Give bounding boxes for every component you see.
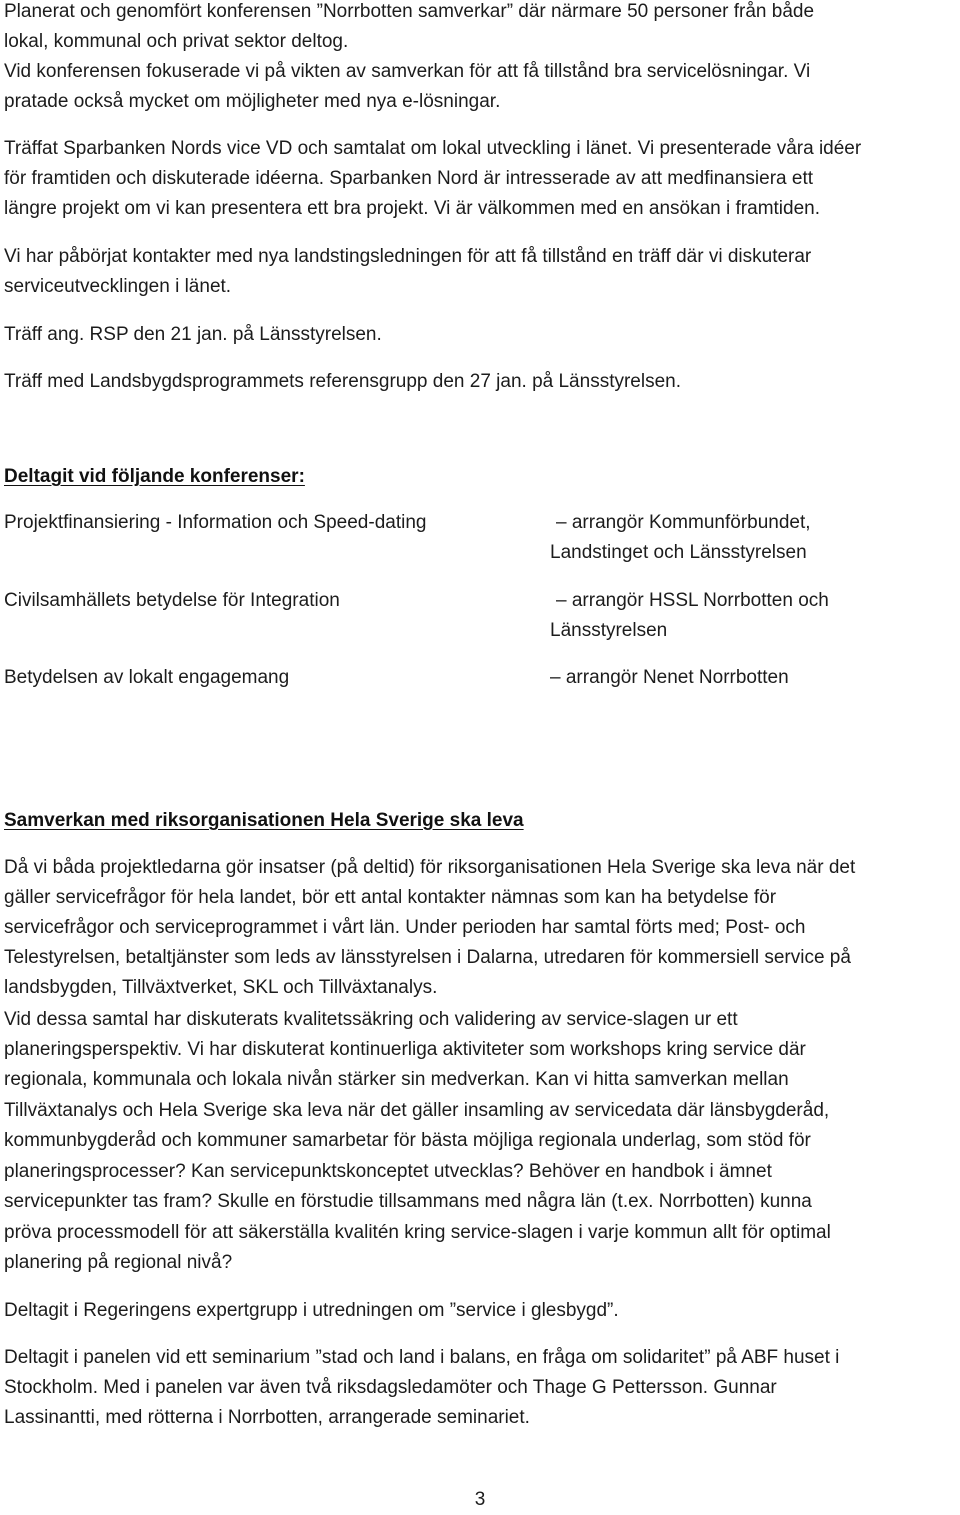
expertgrupp-line: Deltagit i Regeringens expertgrupp i utredningen om ”service i glesbygd”. <box>4 1300 619 1321</box>
landsting-line-2: serviceutvecklingen i länet. <box>4 276 232 297</box>
conference-organizer: – arrangör Kommunförbundet, <box>556 512 811 533</box>
seminar-line-3: Lassinantti, med rötterna i Norrbotten, arrangerade seminariet. <box>4 1407 530 1428</box>
conference-name: Civilsamhällets betydelse för Integration <box>4 590 340 611</box>
conference-organizer: – arrangör HSSL Norrbotten och <box>556 590 829 611</box>
hsl-line: gäller servicefrågor för hela landet, bör ett antal kontakter nämnas som kan ha betydelse för <box>4 887 777 908</box>
hsl-line: planeringsprocesser? Kan servicepunktskonceptet utvecklas? Behöver en handbok i ämnet <box>4 1161 772 1182</box>
hsl-line: Telestyrelsen, betaltjänster som leds av länsstyrelsen i Dalarna, utredaren för kommersiell service på <box>4 947 851 968</box>
conference-name: Betydelsen av lokalt engagemang <box>4 667 290 688</box>
conferences-heading: Deltagit vid följande konferenser: <box>4 466 305 487</box>
meeting-rsp: Träff ang. RSP den 21 jan. på Länsstyrelsen. <box>4 324 382 345</box>
conference-organizer-cont: Landstinget och Länsstyrelsen <box>550 542 807 563</box>
seminar-line-2: Stockholm. Med i panelen var även två riksdagsledamöter och Thage G Pettersson. Gunnar <box>4 1377 777 1398</box>
conference-organizer: – arrangör Nenet Norrbotten <box>550 667 789 688</box>
intro-line-4: pratade också mycket om möjligheter med nya e-lösningar. <box>4 91 501 112</box>
sparbanken-line-1: Träffat Sparbanken Nords vice VD och samtalat om lokal utveckling i länet. Vi presenterade våra idéer <box>4 138 862 159</box>
hsl-line: servicepunkter tas fram? Skulle en förstudie tillsammans med några län (t.ex. Norrbotten) kunna <box>4 1191 812 1212</box>
sparbanken-line-3: längre projekt om vi kan presentera ett bra projekt. Vi är välkommen med en ansökan i framtiden. <box>4 198 820 219</box>
hsl-line: planering på regional nivå? <box>4 1252 233 1273</box>
hsl-line: Då vi båda projektledarna gör insatser (på deltid) för riksorganisationen Hela Sverige ska leva när det <box>4 857 856 878</box>
conference-organizer-cont: Länsstyrelsen <box>550 620 668 641</box>
seminar-line-1: Deltagit i panelen vid ett seminarium ”stad och land i balans, en fråga om solidaritet” på ABF huset i <box>4 1347 840 1368</box>
landsting-line-1: Vi har påbörjat kontakter med nya landstingsledningen för att få tillstånd en träff där vi diskuterar <box>4 246 812 267</box>
sparbanken-line-2: för framtiden och diskuterade idéerna. Sparbanken Nord är intresserade av att medfinansiera ett <box>4 168 814 189</box>
hsl-line: kommunbygderåd och kommuner samarbetar för bästa möjliga regionala underlag, som stöd för <box>4 1130 811 1151</box>
hsl-line: planeringsperspektiv. Vi har diskuterat kontinuerliga aktiviteter som workshops kring service där <box>4 1039 806 1060</box>
intro-line-3: Vid konferensen fokuserade vi på vikten av samverkan för att få tillstånd bra servicelösningar. Vi <box>4 61 811 82</box>
page-number: 3 <box>474 1489 486 1510</box>
hsl-line: landsbygden, Tillväxtverket, SKL och Tillväxtanalys. <box>4 977 438 998</box>
hsl-line: Vid dessa samtal har diskuterats kvalitetssäkring och validering av service-slagen ur ett <box>4 1009 738 1030</box>
meeting-reference-group: Träff med Landsbygdsprogrammets referensgrupp den 27 jan. på Länsstyrelsen. <box>4 371 681 392</box>
conference-name: Projektfinansiering - Information och Speed-dating <box>4 512 427 533</box>
hsl-heading: Samverkan med riksorganisationen Hela Sverige ska leva <box>4 810 524 831</box>
hsl-line: Tillväxtanalys och Hela Sverige ska leva när det gäller insamling av servicedata där länsbygderåd, <box>4 1100 830 1121</box>
intro-line-2: lokal, kommunal och privat sektor deltog. <box>4 31 349 52</box>
hsl-line: servicefrågor och serviceprogrammet i vårt län. Under perioden har samtal förts med; Post- och <box>4 917 806 938</box>
hsl-line: regionala, kommunala och lokala nivån stärker sin medverkan. Kan vi hitta samverkan mellan <box>4 1069 789 1090</box>
intro-line-1: Planerat och genomfört konferensen ”Norrbotten samverkar” där närmare 50 personer från både <box>4 1 815 22</box>
hsl-line: pröva processmodell för att säkerställa kvalitén kring service-slagen i varje kommun allt för optimal <box>4 1222 831 1243</box>
